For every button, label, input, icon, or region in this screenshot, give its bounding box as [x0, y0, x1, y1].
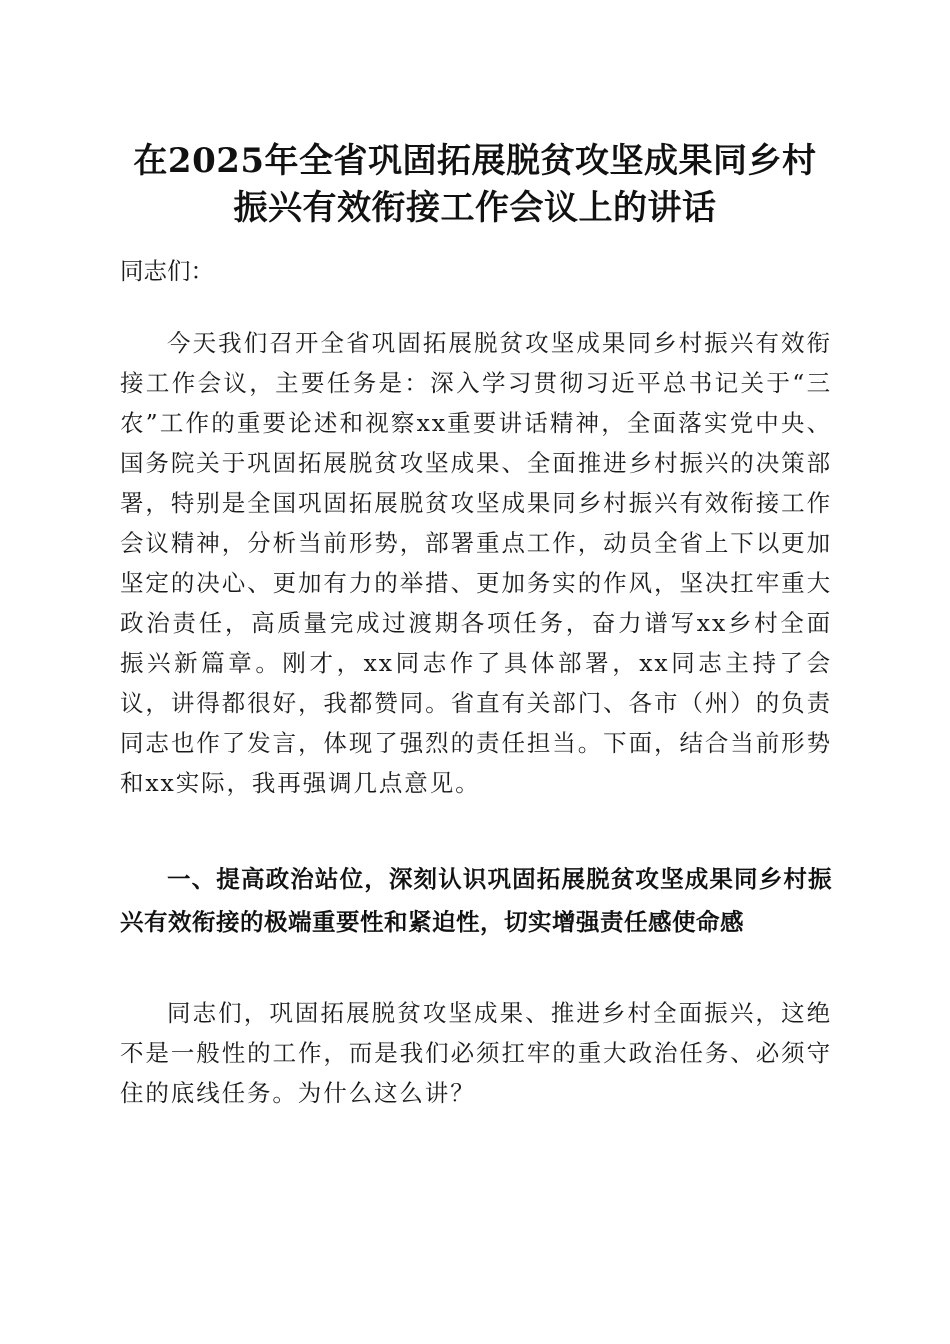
salutation: 同志们：	[120, 257, 214, 285]
section-1-paragraph: 同志们，巩固拓展脱贫攻坚成果、推进乡村全面振兴，这绝不是一般性的工作，而是我们必须扛牢的重大政治任务、必须守住的底线任务。为什么这么讲？	[120, 999, 832, 1107]
document-title	[110, 138, 840, 232]
title-line-1: 在2025年全省巩固拓展脱贫攻坚成果同乡村	[133, 141, 817, 181]
section-heading-1: 一、提高政治站位，深刻认识巩固拓展脱贫攻坚成果同乡村振兴有效衔接的极端重要性和紧迫性，切实增强责任感使命感	[120, 865, 832, 936]
opening-paragraph: 今天我们召开全省巩固拓展脱贫攻坚成果同乡村振兴有效衔接工作会议，主要任务是：深入学习贯彻习近平总书记关于“三农”工作的重要论述和视察xx重要讲话精神，全面落实党中央、国务院关于巩固拓展脱贫攻坚成果、全面推进乡村振兴的决策部署，特别是全国巩固拓展脱贫攻坚成果同乡村振兴有效衔接工作会议精神，分析当前形势，部署重点工作，动员全省上下以更加坚定的决心、更加有力的举措、更加务实的作风，坚决扛牢重大政治责任，高质量完成过渡期各项任务，奋力谱写xx乡村全面振兴新篇章。刚才，xx同志作了具体部署，xx同志主持了会议，讲得都很好，我都赞同。省直有关部门、各市（州）的负责同志也作了发言，体现了强烈的责任担当。下面，结合当前形势和xx实际，我再强调几点意见。	[120, 329, 832, 797]
title-line-2: 振兴有效衔接工作会议上的讲话	[233, 188, 717, 228]
